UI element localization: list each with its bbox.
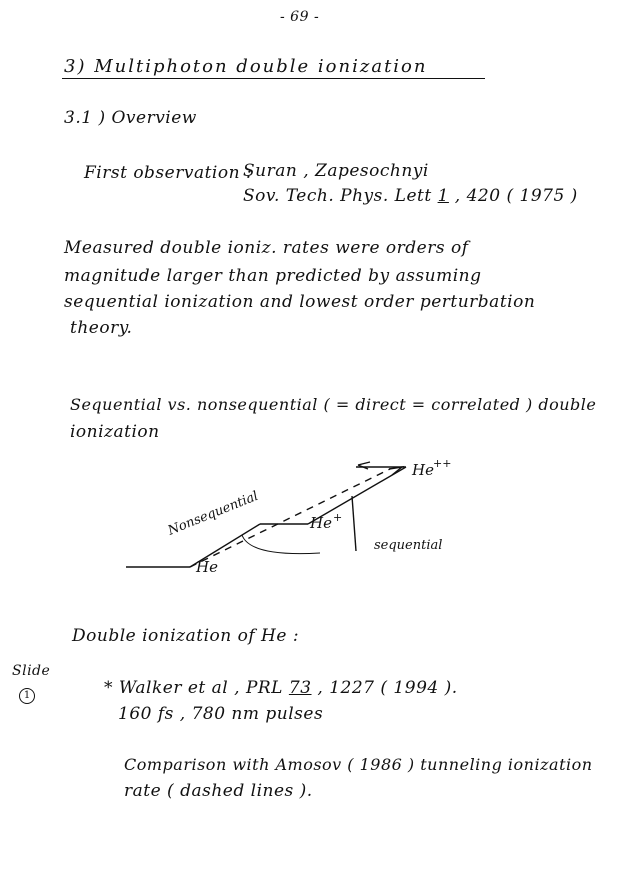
slide-label: Slide [12,663,51,679]
pulse-parameters: 160 fs , 780 nm pulses [118,704,324,724]
comparison-line: Comparison with Amosov ( 1986 ) tunneling ionization [124,755,593,774]
label-he-plus: He [310,514,332,532]
section-underline [62,78,485,79]
double-ionization-heading: Double ionization of He : [72,626,300,646]
reference-prefix: Sov. Tech. Phys. Lett [243,186,438,206]
first-observation-reference [243,188,578,205]
slide-number-circle: 1 [19,688,35,704]
comparison-line-cont: rate ( dashed lines ). [124,781,313,801]
paragraph-line: magnitude larger than predicted by assuming [64,266,482,286]
paragraph-line: sequential ionization and lowest order perturbation [64,292,536,312]
arrow-head-icon [358,462,370,469]
label-he-plus-plus: He [412,461,434,479]
walker-reference [104,680,458,697]
sequential-heading-cont: ionization [70,422,160,442]
paragraph-line: theory. [70,318,133,338]
walker-suffix: , 1227 ( 1994 ). [311,678,458,698]
reference-volume: 1 [437,186,449,206]
sequential-curve [242,535,320,554]
first-observation-label: First observation : [84,163,253,183]
ionization-diagram [120,455,510,585]
label-he: He [196,558,218,576]
reference-suffix: , 420 ( 1975 ) [448,186,578,206]
label-he-plus-sup: + [333,511,343,524]
section-heading: 3) Multiphoton double ionization [64,56,428,77]
page-number: - 69 - [280,9,320,25]
label-nonsequential: Nonsequential [165,488,261,539]
bracket-line [352,496,356,551]
paragraph-line: Measured double ioniz. rates were orders of [64,238,469,258]
walker-volume: 73 [288,678,312,698]
sequential-heading: Sequential vs. nonsequential ( = direct = correlated ) double [70,395,597,414]
label-he-plus-plus-sup: ++ [433,457,452,470]
subsection-heading: 3.1 ) Overview [64,108,197,128]
first-observation-authors: Suran , Zapesochnyi [243,161,429,181]
label-sequential: sequential [374,538,443,553]
walker-prefix: * Walker et al , PRL [104,678,289,698]
